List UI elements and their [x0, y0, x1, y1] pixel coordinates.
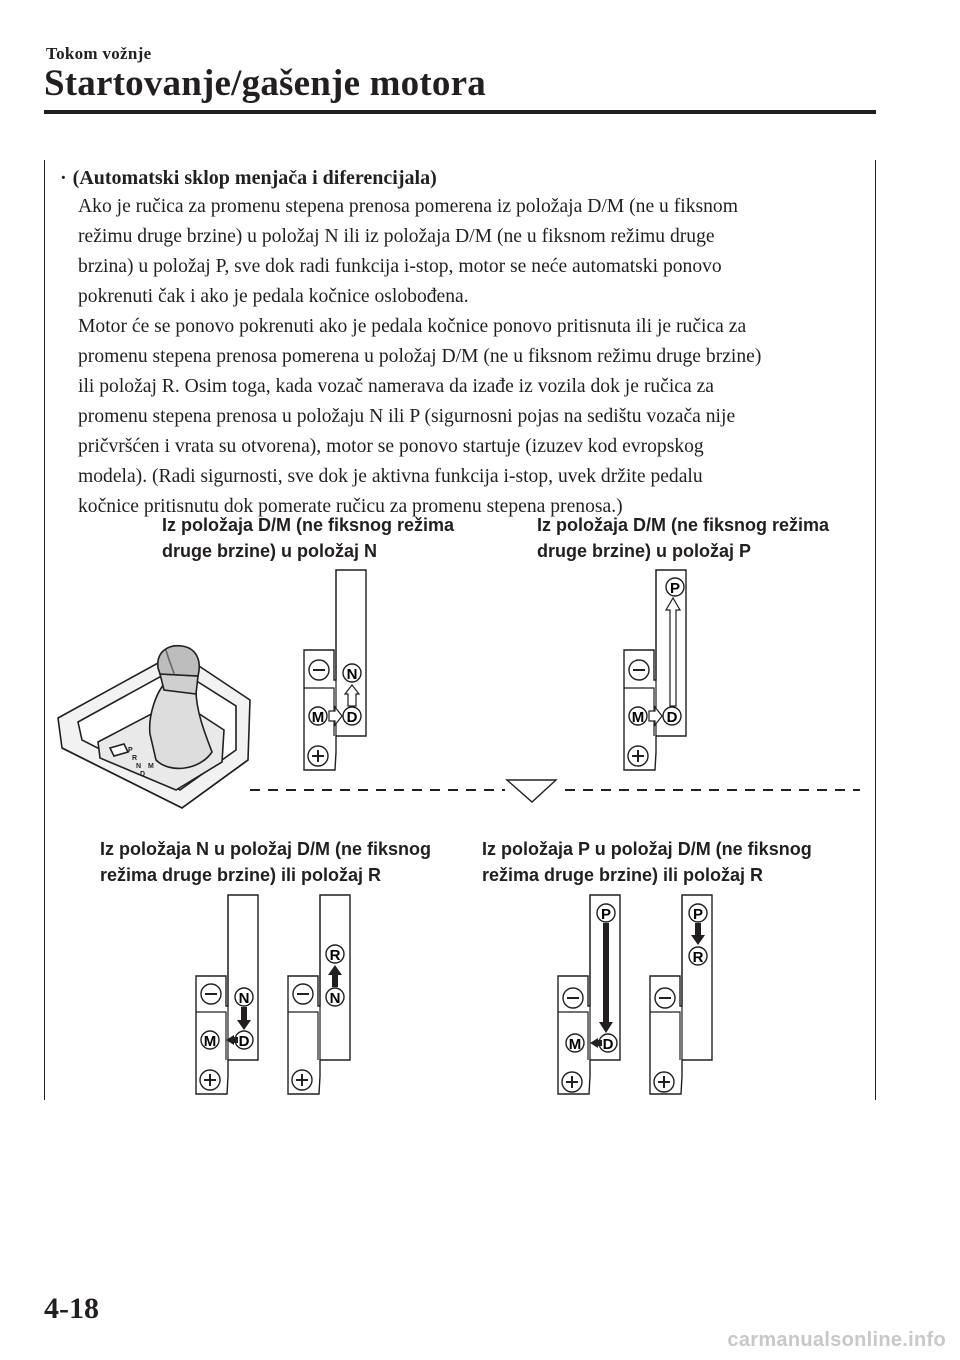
svg-text:P: P — [128, 747, 133, 754]
caption-line: Iz položaja D/M (ne fiksnog režima — [537, 515, 830, 535]
paragraph-line: Motor će se ponovo pokrenuti ako je pedala kočnice ponovo pritisnuta ili je ručica za — [78, 316, 747, 337]
gate-letter-d: D — [666, 709, 678, 726]
gate-letter-r: R — [329, 947, 341, 964]
gate-letter-d: D — [346, 709, 358, 726]
gate-letter-m: M — [568, 1036, 582, 1053]
gate-dm-to-p — [624, 570, 686, 770]
gate-letter-p: P — [692, 906, 704, 923]
caption-line: režima druge brzine) ili položaj R — [100, 865, 382, 885]
gate-letter-n: N — [329, 990, 341, 1007]
gate-letter-m: M — [311, 709, 325, 726]
paragraph-line: pričvršćen i vrata su otvorena), motor se ponovo startuje (izuzev kod evropskog — [78, 436, 704, 457]
paragraph-line: kočnice pritisnutu dok pomerate ručicu za promenu stepena prenosa.) — [78, 496, 623, 517]
caption-line: druge brzine) u položaj P — [537, 541, 752, 561]
gate-letter-m: M — [631, 709, 645, 726]
paragraph-line: Ako je ručica za promenu stepena prenosa pomerena iz položaja D/M (ne u fiksnom — [78, 196, 738, 217]
gear-console-illustration — [58, 646, 250, 808]
gate-letter-n: N — [346, 666, 358, 683]
separator-down-arrow-icon — [507, 780, 556, 802]
paragraph-line: pokrenuti čak i ako je pedala kočnice oslobođena. — [78, 286, 469, 307]
gate-letter-m: M — [203, 1033, 217, 1050]
gate-dm-to-n — [304, 570, 366, 770]
gate-letter-p: P — [600, 906, 612, 923]
caption-line: Iz položaja P u položaj D/M (ne fiksnog — [482, 839, 812, 859]
paragraph-line: brzina) u položaj P, sve dok radi funkcija i-stop, motor se neće automatski ponovo — [78, 256, 722, 277]
caption-line: režima druge brzine) ili položaj R — [482, 865, 764, 885]
gate-letter-n: N — [238, 990, 250, 1007]
gate-letter-r: R — [692, 949, 704, 966]
gate-p-to-d — [558, 895, 620, 1094]
svg-text:M: M — [148, 763, 154, 770]
heading-text: (Automatski sklop menjača i diferencijala) — [72, 167, 437, 189]
gate-p-to-r — [650, 895, 712, 1094]
caption-line: Iz položaja N u položaj D/M (ne fiksnog — [100, 839, 432, 859]
page-title: Startovanje/gašenje motora — [44, 63, 486, 104]
svg-text:D: D — [140, 771, 146, 778]
gate-n-to-r — [288, 895, 350, 1094]
paragraph-line: promenu stepena prenosa u položaju N ili P (sigurnosni pojas na sedištu vozača nije — [78, 406, 736, 427]
paragraph-line: režimu druge brzine) u položaj N ili iz položaja D/M (ne u fiksnom režimu druge — [78, 226, 715, 247]
svg-text:N: N — [136, 763, 142, 770]
bullet-icon: · — [60, 167, 67, 189]
gate-letter-p: P — [669, 580, 681, 597]
paragraph-line: modela). (Radi sigurnosti, sve dok je aktivna funkcija i-stop, uvek držite pedalu — [78, 466, 703, 487]
gate-letter-d: D — [602, 1036, 614, 1053]
section-label: Tokom vožnje — [46, 44, 152, 63]
caption-line: Iz položaja D/M (ne fiksnog režima — [162, 515, 455, 535]
page-number: 4-18 — [44, 1292, 99, 1325]
gate-letter-d: D — [238, 1033, 250, 1050]
caption-line: druge brzine) u položaj N — [162, 541, 377, 561]
svg-text:R: R — [132, 755, 138, 762]
gate-n-to-d — [196, 895, 258, 1094]
paragraph-line: ili položaj R. Osim toga, kada vozač namerava da izađe iz vozila dok je ručica za — [78, 376, 714, 397]
watermark: carmanualsonline.info — [727, 1329, 946, 1351]
paragraph-line: promenu stepena prenosa pomerena u položaj D/M (ne u fiksnom režimu druge brzine) — [78, 346, 762, 367]
